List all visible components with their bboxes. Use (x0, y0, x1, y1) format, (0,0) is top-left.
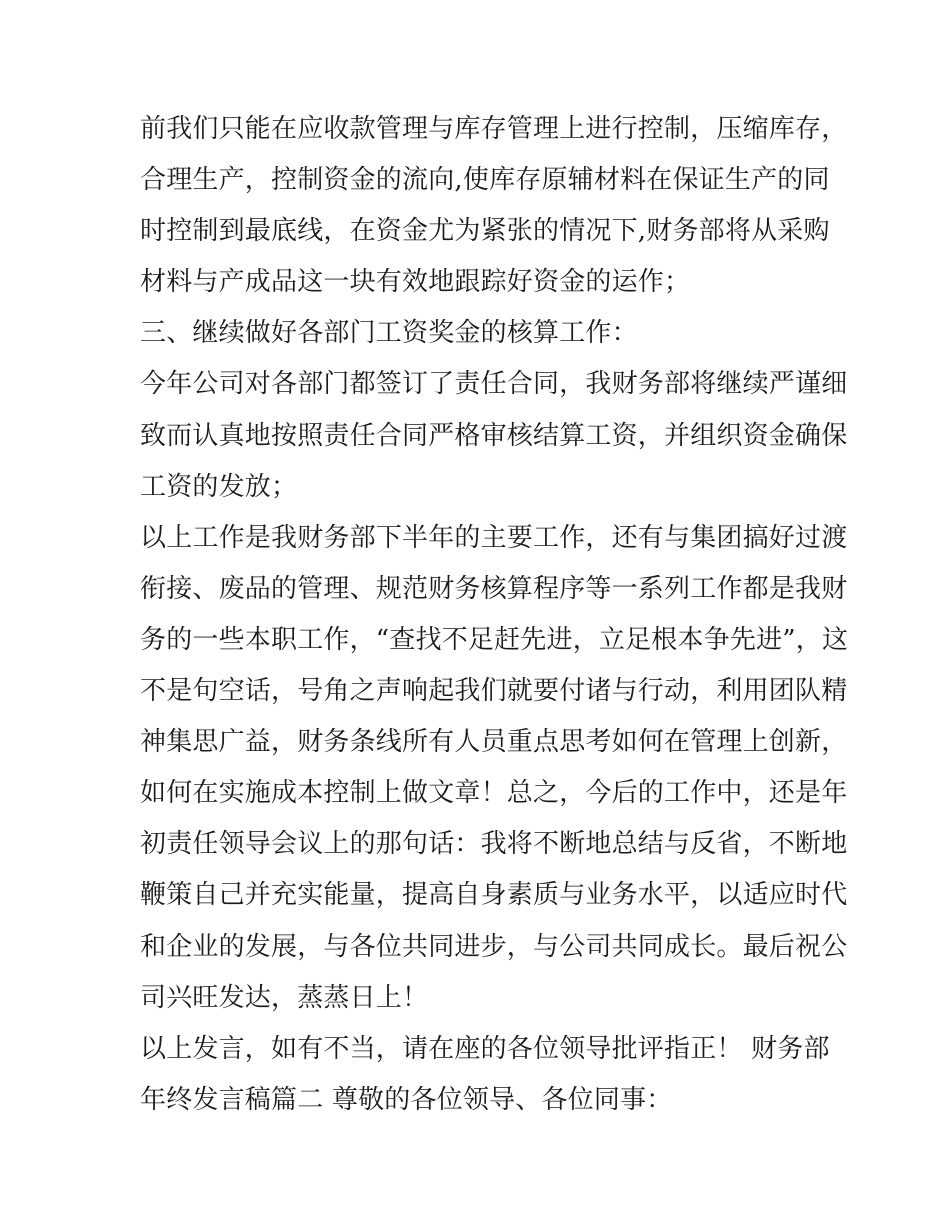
document-body (140, 104, 849, 1126)
text-line: 前我们只能在应收款管理与库存管理上进行控制，压缩库存， (140, 114, 848, 144)
text-line: 今年公司对各部门都签订了责任合同，我财务部将继续严谨细 (140, 369, 848, 400)
text-line: 以上发言，如有不当，请在座的各位领导批评指正！ 财务部 (140, 1033, 830, 1064)
text-line: 以上工作是我财务部下半年的主要工作，还有与集团搞好过渡 (140, 522, 848, 553)
text-line: 致而认真地按照责任合同严格审核结算工资，并组织资金确保 (140, 420, 848, 451)
text-line: 时控制到最底线，在资金尤为紧张的情况下,财务部将从采购 (140, 216, 830, 247)
text-line: 合理生产，控制资金的流向,使库存原辅材料在保证生产的同 (140, 165, 830, 196)
text-line: 衔接、废品的管理、规范财务核算程序等一系列工作都是我财 (140, 573, 848, 604)
text-line: 如何在实施成本控制上做文章！总之，今后的工作中，还是年 (140, 778, 848, 809)
text-line: 务的一些本职工作，“查找不足赶先进，立足根本争先进”，这 (140, 624, 849, 655)
text-line: 司兴旺发达，蒸蒸日上！ (140, 982, 429, 1013)
text-line: 和企业的发展，与各位共同进步，与公司共同成长。最后祝公 (140, 931, 848, 962)
section-heading: 三、继续做好各部门工资奖金的核算工作： (140, 318, 638, 349)
text-line: 材料与产成品这一块有效地跟踪好资金的运作； (140, 267, 691, 298)
text-line: 神集思广益，财务条线所有人员重点思考如何在管理上创新， (140, 727, 848, 758)
text-line: 不是句空话，号角之声响起我们就要付诸与行动，利用团队精 (140, 676, 848, 707)
text-line: 年终发言稿篇二 尊敬的各位领导、各位同事： (140, 1084, 673, 1115)
text-line: 工资的发放； (140, 471, 298, 502)
text-line: 鞭策自己并充实能量，提高自身素质与业务水平，以适应时代 (140, 880, 848, 911)
text-line: 初责任领导会议上的那句话：我将不断地总结与反省，不断地 (140, 829, 848, 860)
